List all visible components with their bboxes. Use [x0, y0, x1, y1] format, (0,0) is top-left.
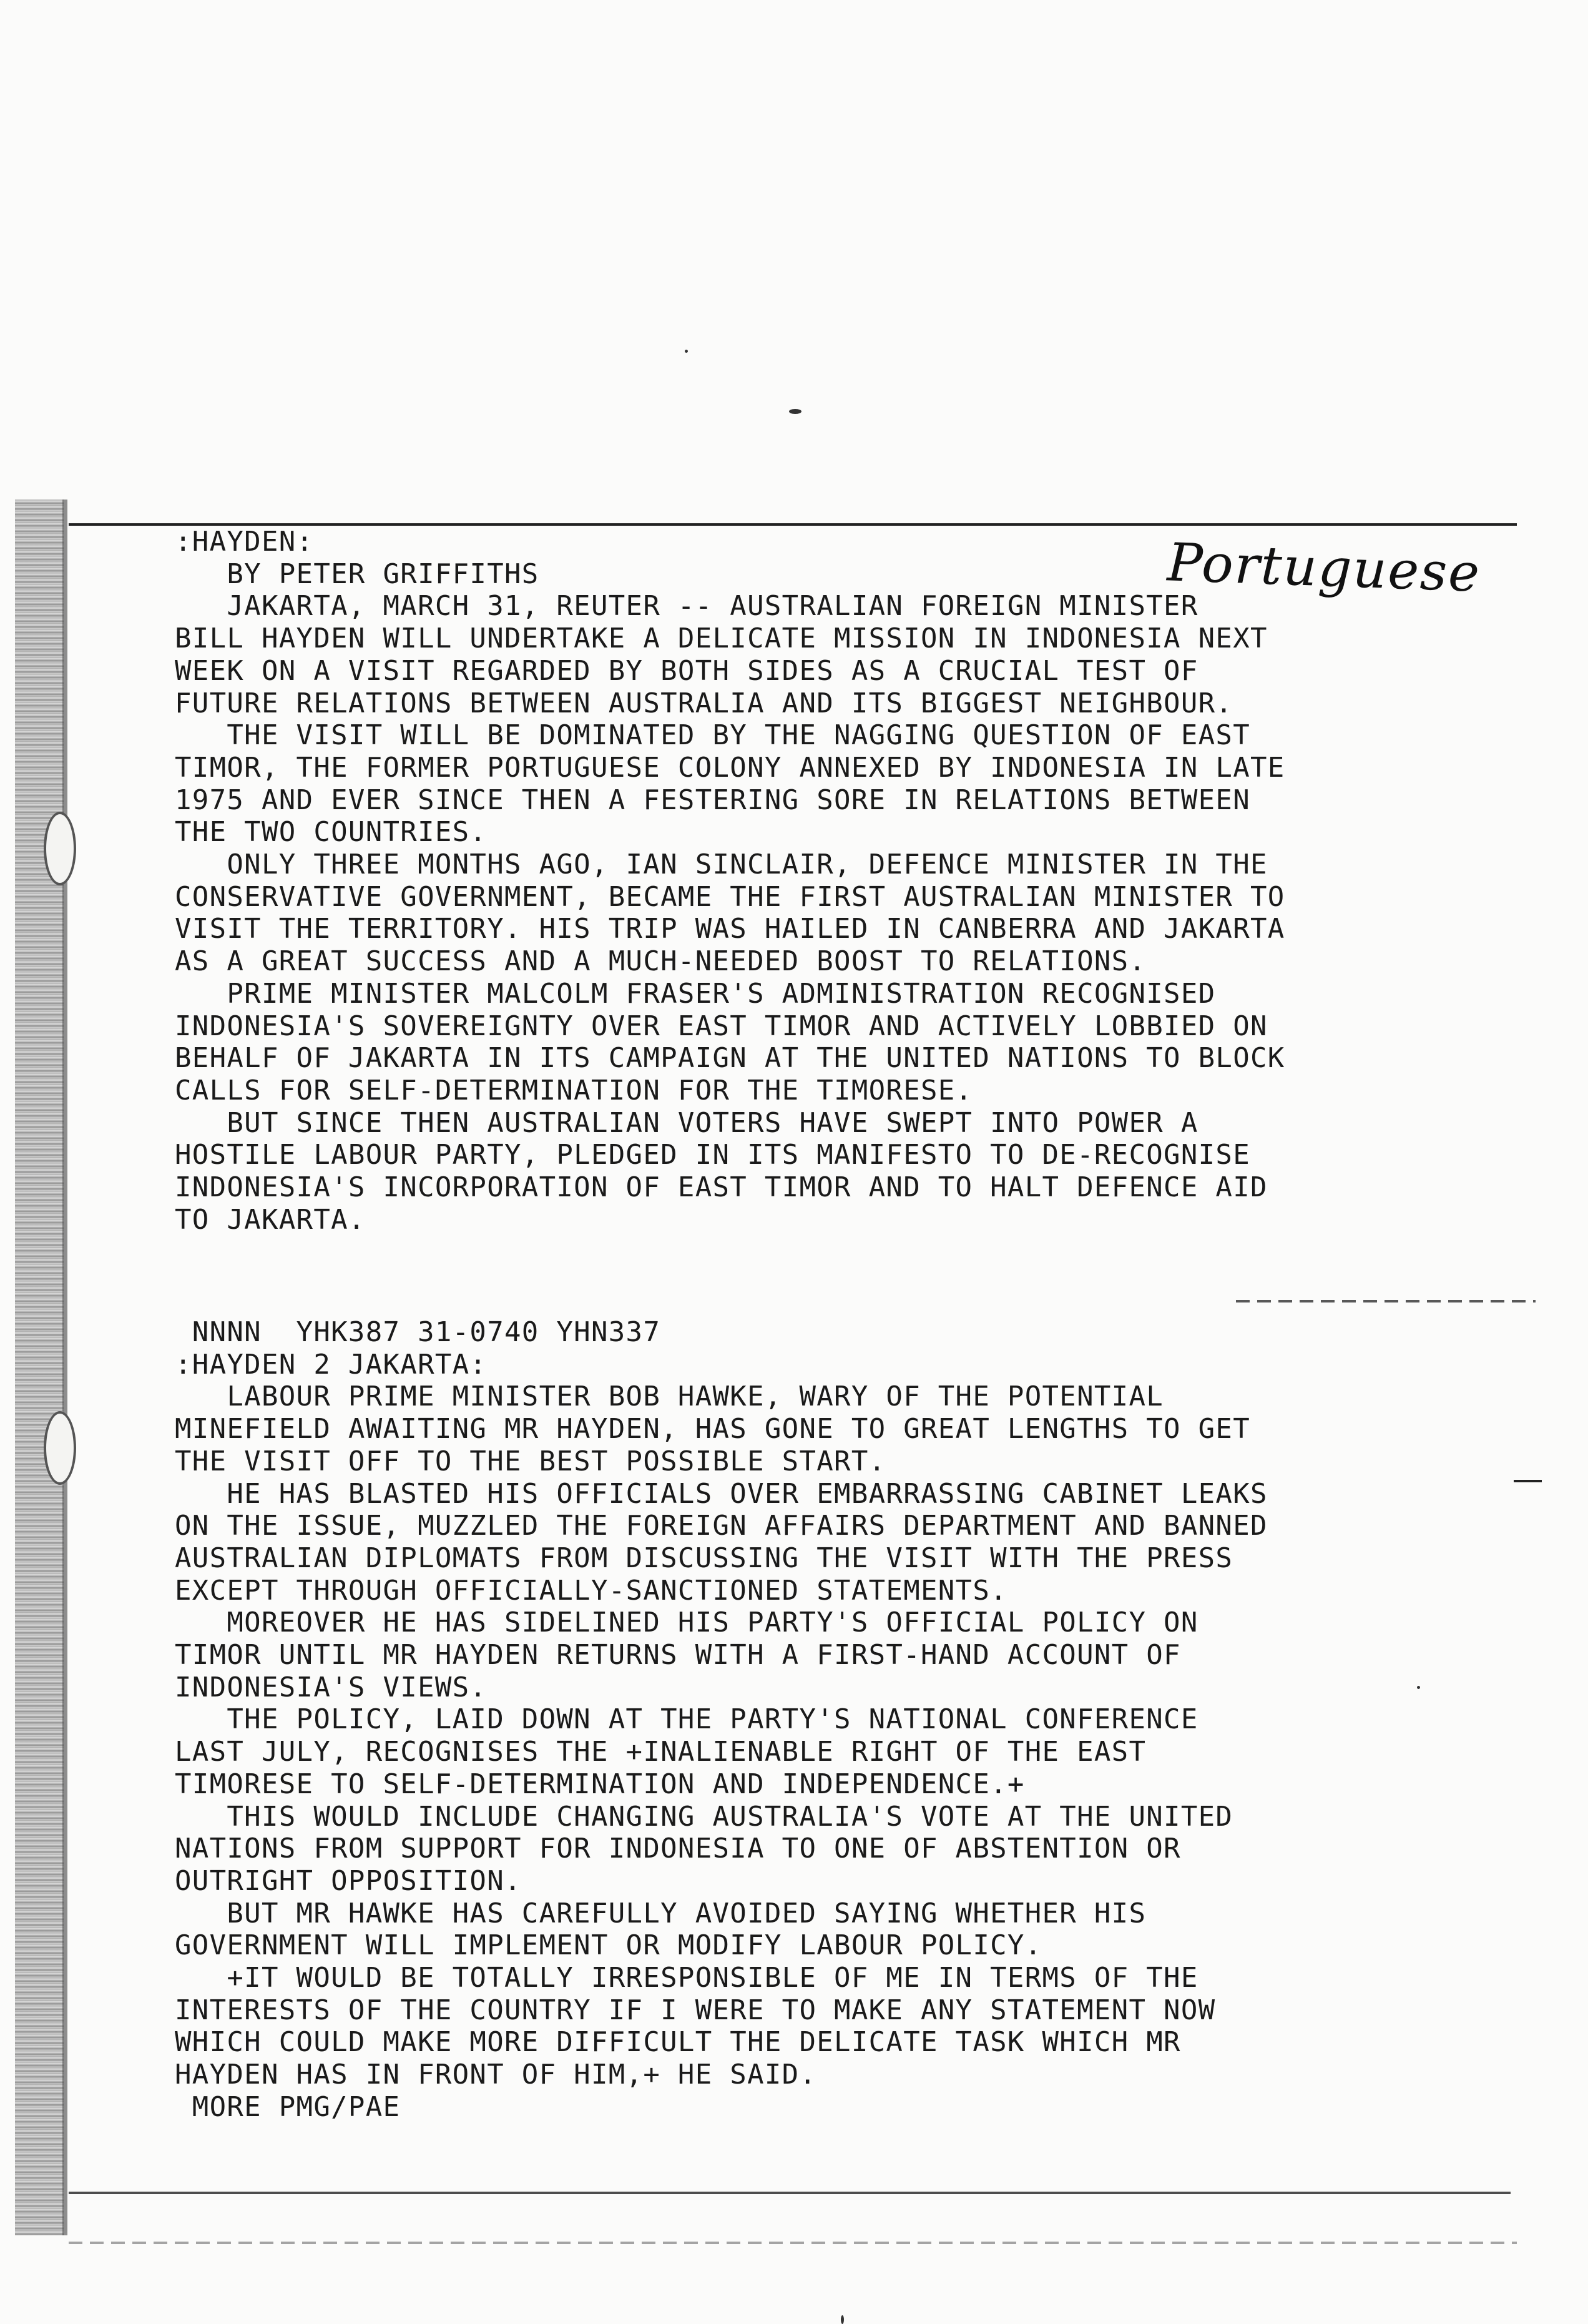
margin-tick [1514, 1480, 1542, 1482]
story-line: +IT WOULD BE TOTALLY IRRESPONSIBLE OF ME IN TERMS OF THE [175, 1962, 1198, 1994]
story-line: TIMOR UNTIL MR HAYDEN RETURNS WITH A FIRST-HAND ACCOUNT OF [175, 1639, 1181, 1672]
story-line: BUT SINCE THEN AUSTRALIAN VOTERS HAVE SWEPT INTO POWER A [175, 1106, 1198, 1139]
story-line: CALLS FOR SELF-DETERMINATION FOR THE TIMORESE. [175, 1074, 973, 1106]
story-line: TIMOR, THE FORMER PORTUGUESE COLONY ANNEXED BY INDONESIA IN LATE [175, 751, 1285, 784]
punch-hole-top [44, 812, 76, 885]
story-line: :HAYDEN: [175, 526, 314, 558]
story-line: HE HAS BLASTED HIS OFFICIALS OVER EMBARRASSING CABINET LEAKS [175, 1477, 1268, 1510]
story-line: WEEK ON A VISIT REGARDED BY BOTH SIDES AS A CRUCIAL TEST OF [175, 654, 1198, 687]
story-line: :HAYDEN 2 JAKARTA: [175, 1348, 488, 1381]
story-line: JAKARTA, MARCH 31, REUTER -- AUSTRALIAN FOREIGN MINISTER [175, 590, 1198, 623]
story-line: 1975 AND EVER SINCE THEN A FESTERING SORE IN RELATIONS BETWEEN [175, 784, 1250, 816]
story-line: INDONESIA'S VIEWS. [175, 1671, 488, 1703]
story-line: TIMORESE TO SELF-DETERMINATION AND INDEPENDENCE.+ [175, 1768, 1025, 1800]
story-line: INDONESIA'S INCORPORATION OF EAST TIMOR AND TO HALT DEFENCE AID [175, 1171, 1268, 1204]
story-line: BEHALF OF JAKARTA IN ITS CAMPAIGN AT THE UNITED NATIONS TO BLOCK [175, 1042, 1285, 1075]
story-hayden [175, 526, 1285, 1236]
story-line: BILL HAYDEN WILL UNDERTAKE A DELICATE MISSION IN INDONESIA NEXT [175, 623, 1268, 655]
story-line: LAST JULY, RECOGNISES THE +INALIENABLE RIGHT OF THE EAST [175, 1736, 1147, 1768]
scan-speck [685, 350, 688, 353]
story-line: WHICH COULD MAKE MORE DIFFICULT THE DELICATE TASK WHICH MR [175, 2026, 1181, 2059]
story-line: GOVERNMENT WILL IMPLEMENT OR MODIFY LABOUR POLICY. [175, 1929, 1042, 1962]
scan-speck [1417, 1686, 1420, 1689]
story-line: BUT MR HAWKE HAS CAREFULLY AVOIDED SAYING WHETHER HIS [175, 1897, 1147, 1929]
story-line: VISIT THE TERRITORY. HIS TRIP WAS HAILED IN CANBERRA AND JAKARTA [175, 913, 1285, 945]
story-line: THIS WOULD INCLUDE CHANGING AUSTRALIA'S VOTE AT THE UNITED [175, 1800, 1233, 1833]
story-line: CONSERVATIVE GOVERNMENT, BECAME THE FIRST AUSTRALIAN MINISTER TO [175, 880, 1285, 913]
story-line: AS A GREAT SUCCESS AND A MUCH-NEEDED BOOST TO RELATIONS. [175, 945, 1147, 978]
story-line: OUTRIGHT OPPOSITION. [175, 1864, 522, 1897]
story-line: EXCEPT THROUGH OFFICIALLY-SANCTIONED STATEMENTS. [175, 1574, 1007, 1607]
story-line: MORE PMG/PAE [175, 2090, 401, 2123]
punch-hole-bottom [44, 1411, 76, 1485]
story-line: NNNN YHK387 31-0740 YHN337 [175, 1316, 661, 1348]
scan-speck [789, 409, 801, 414]
story-line: TO JAKARTA. [175, 1203, 366, 1236]
story-line: AUSTRALIAN DIPLOMATS FROM DISCUSSING THE VISIT WITH THE PRESS [175, 1542, 1233, 1574]
story-line: MINEFIELD AWAITING MR HAYDEN, HAS GONE TO GREAT LENGTHS TO GET [175, 1413, 1250, 1445]
bottom-dashed-rule [69, 2242, 1517, 2244]
story-line: THE VISIT OFF TO THE BEST POSSIBLE START. [175, 1445, 886, 1477]
story-line: THE TWO COUNTRIES. [175, 816, 488, 849]
story-line: NATIONS FROM SUPPORT FOR INDONESIA TO ONE OF ABSTENTION OR [175, 1833, 1181, 1865]
torn-edge-strip [15, 500, 64, 2235]
story-line: FUTURE RELATIONS BETWEEN AUSTRALIA AND ITS BIGGEST NEIGHBOUR. [175, 687, 1233, 719]
story-hayden-2-jakarta [175, 1316, 1268, 2124]
dashed-separator [1236, 1300, 1536, 1302]
strip-border [62, 500, 67, 2235]
story-line: HAYDEN HAS IN FRONT OF HIM,+ HE SAID. [175, 2059, 817, 2091]
story-line: THE VISIT WILL BE DOMINATED BY THE NAGGING QUESTION OF EAST [175, 719, 1250, 752]
handwritten-annotation: Portuguese [1166, 531, 1482, 604]
scan-speck [841, 2315, 844, 2324]
story-line: MOREOVER HE HAS SIDELINED HIS PARTY'S OFFICIAL POLICY ON [175, 1607, 1198, 1639]
story-line: BY PETER GRIFFITHS [175, 558, 539, 590]
story-line: ONLY THREE MONTHS AGO, IAN SINCLAIR, DEFENCE MINISTER IN THE [175, 849, 1268, 881]
story-line: INDONESIA'S SOVEREIGNTY OVER EAST TIMOR AND ACTIVELY LOBBIED ON [175, 1010, 1268, 1042]
story-line: LABOUR PRIME MINISTER BOB HAWKE, WARY OF THE POTENTIAL [175, 1381, 1164, 1413]
story-line: PRIME MINISTER MALCOLM FRASER'S ADMINISTRATION RECOGNISED [175, 977, 1216, 1010]
story-line: HOSTILE LABOUR PARTY, PLEDGED IN ITS MANIFESTO TO DE-RECOGNISE [175, 1139, 1250, 1171]
story-line: THE POLICY, LAID DOWN AT THE PARTY'S NATIONAL CONFERENCE [175, 1703, 1198, 1736]
story-line: ON THE ISSUE, MUZZLED THE FOREIGN AFFAIRS DEPARTMENT AND BANNED [175, 1510, 1268, 1542]
bottom-rule [69, 2192, 1511, 2194]
story-line: INTERESTS OF THE COUNTRY IF I WERE TO MAKE ANY STATEMENT NOW [175, 1994, 1216, 2026]
